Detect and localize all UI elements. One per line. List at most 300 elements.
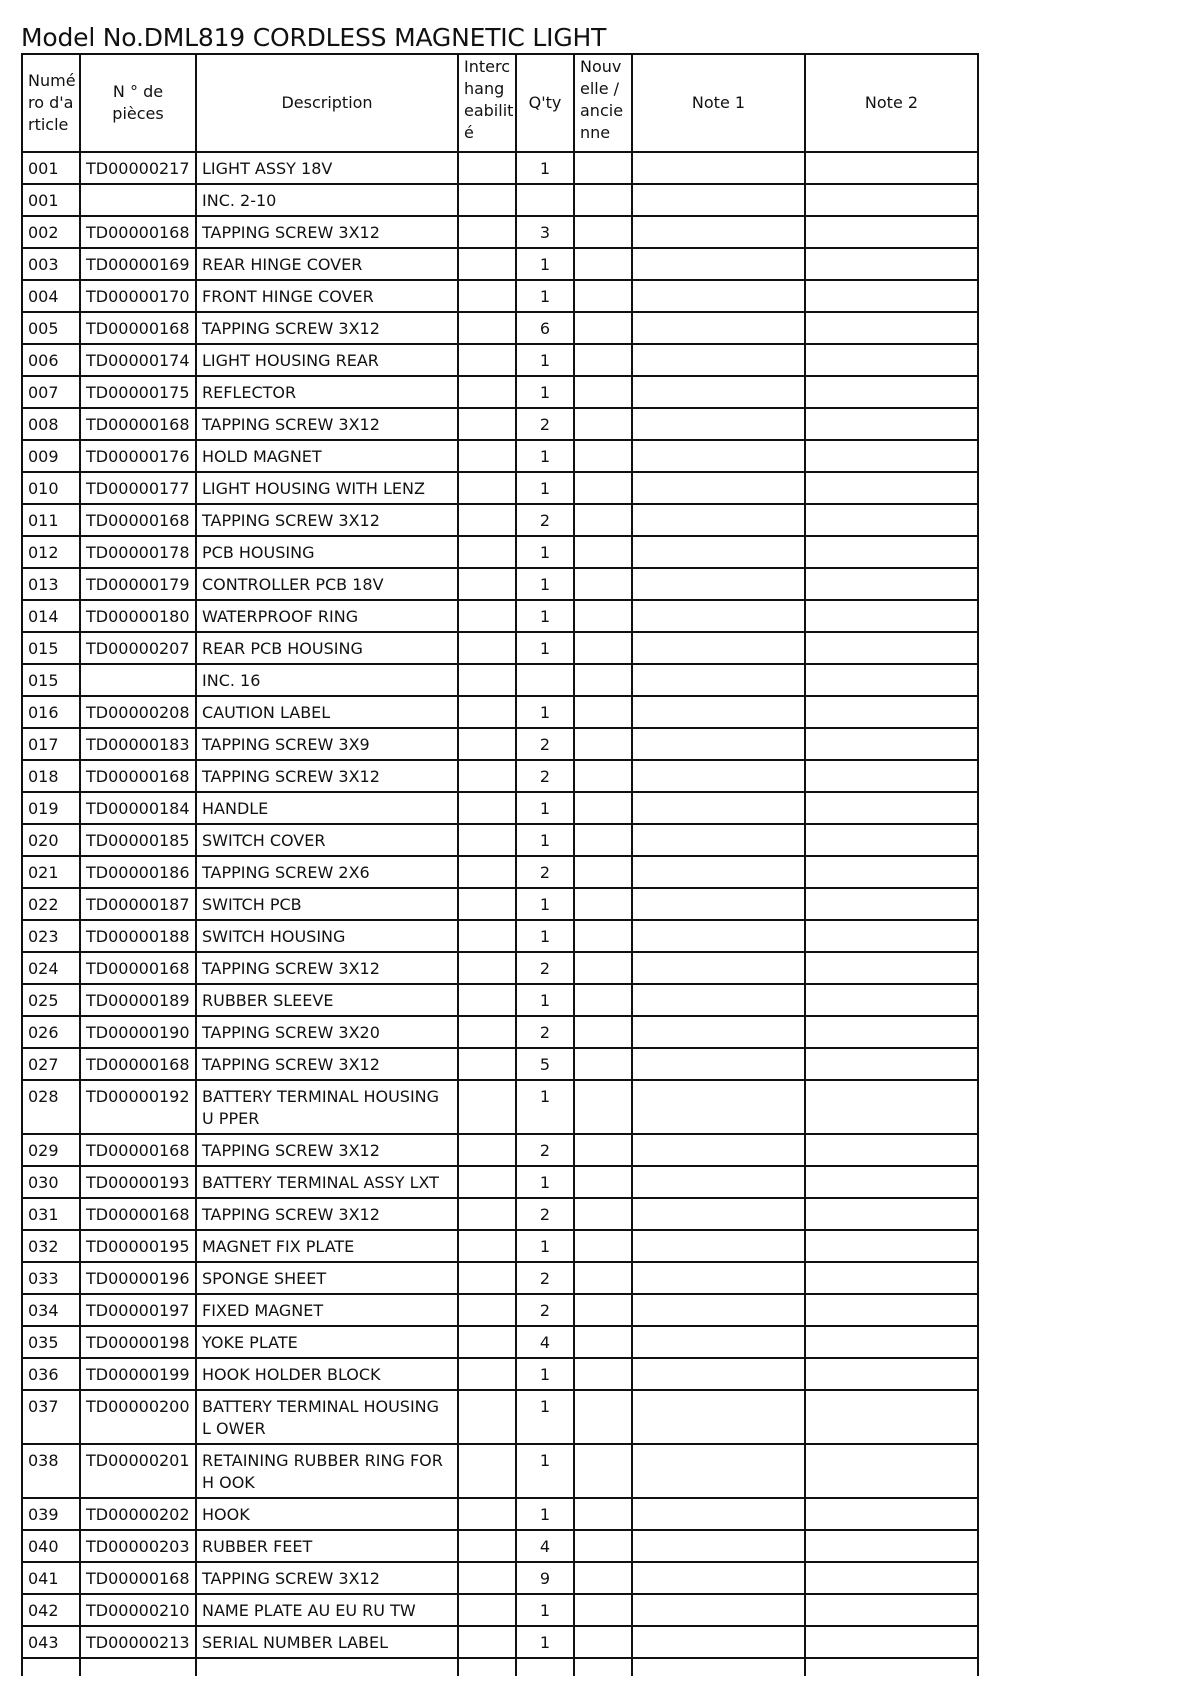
note2-cell bbox=[805, 856, 978, 888]
table-row bbox=[22, 664, 978, 696]
table-row bbox=[22, 920, 978, 952]
qty-cell: 2 bbox=[516, 728, 574, 760]
part-number-cell: TD00000179 bbox=[80, 568, 196, 600]
qty-cell: 1 bbox=[516, 1626, 574, 1658]
qty-cell: 1 bbox=[516, 1080, 574, 1134]
qty-cell: 2 bbox=[516, 1294, 574, 1326]
note1-cell bbox=[632, 920, 805, 952]
interchangeability-cell bbox=[458, 632, 516, 664]
item-number-cell: 039 bbox=[22, 1498, 80, 1530]
qty-cell bbox=[516, 184, 574, 216]
note2-cell bbox=[805, 1262, 978, 1294]
description-cell: WATERPROOF RING bbox=[196, 600, 458, 632]
part-number-cell: TD00000168 bbox=[80, 1198, 196, 1230]
interchangeability-cell bbox=[458, 1444, 516, 1498]
header-qty: Q'ty bbox=[516, 54, 574, 152]
page-title: Model No.DML819 CORDLESS MAGNETIC LIGHT bbox=[21, 23, 607, 52]
part-number-cell: TD00000178 bbox=[80, 536, 196, 568]
note2-cell bbox=[805, 984, 978, 1016]
table-row bbox=[22, 1594, 978, 1626]
interchangeability-cell bbox=[458, 1262, 516, 1294]
interchangeability-cell bbox=[458, 600, 516, 632]
note2-cell bbox=[805, 504, 978, 536]
item-number-cell: 002 bbox=[22, 216, 80, 248]
description-cell: TAPPING SCREW 3X12 bbox=[196, 1198, 458, 1230]
item-number-cell: 006 bbox=[22, 344, 80, 376]
part-number-cell: TD00000177 bbox=[80, 472, 196, 504]
qty-cell: 2 bbox=[516, 760, 574, 792]
note1-cell bbox=[632, 216, 805, 248]
note1-cell bbox=[632, 376, 805, 408]
parts-table bbox=[21, 53, 979, 1676]
table-row bbox=[22, 600, 978, 632]
table-row bbox=[22, 1080, 978, 1134]
interchangeability-cell bbox=[458, 1562, 516, 1594]
new-old-cell bbox=[574, 1530, 632, 1562]
interchangeability-cell bbox=[458, 664, 516, 696]
description-cell: TAPPING SCREW 3X20 bbox=[196, 1016, 458, 1048]
item-number-cell: 040 bbox=[22, 1530, 80, 1562]
new-old-cell bbox=[574, 1016, 632, 1048]
interchangeability-cell bbox=[458, 1326, 516, 1358]
table-row bbox=[22, 696, 978, 728]
note1-cell bbox=[632, 472, 805, 504]
new-old-cell bbox=[574, 952, 632, 984]
note2-cell bbox=[805, 728, 978, 760]
table-row bbox=[22, 1134, 978, 1166]
note1-cell bbox=[632, 1626, 805, 1658]
description-cell: BATTERY TERMINAL ASSY LXT bbox=[196, 1166, 458, 1198]
table-row bbox=[22, 1294, 978, 1326]
new-old-cell bbox=[574, 632, 632, 664]
new-old-cell bbox=[574, 504, 632, 536]
note2-cell bbox=[805, 1048, 978, 1080]
qty-cell: 1 bbox=[516, 152, 574, 184]
note2-cell bbox=[805, 312, 978, 344]
interchangeability-cell bbox=[458, 568, 516, 600]
qty-cell: 1 bbox=[516, 1594, 574, 1626]
part-number-cell: TD00000217 bbox=[80, 152, 196, 184]
description-cell: FRONT HINGE COVER bbox=[196, 280, 458, 312]
note2-cell bbox=[805, 568, 978, 600]
part-number-cell: TD00000193 bbox=[80, 1166, 196, 1198]
part-number-cell: TD00000188 bbox=[80, 920, 196, 952]
note2-cell bbox=[805, 1198, 978, 1230]
item-number-cell: 034 bbox=[22, 1294, 80, 1326]
table-row bbox=[22, 504, 978, 536]
note2-cell bbox=[805, 1326, 978, 1358]
empty-cell bbox=[458, 1658, 516, 1676]
qty-cell: 1 bbox=[516, 1498, 574, 1530]
table-row bbox=[22, 312, 978, 344]
interchangeability-cell bbox=[458, 1626, 516, 1658]
interchangeability-cell bbox=[458, 1134, 516, 1166]
item-number-cell: 004 bbox=[22, 280, 80, 312]
table-row bbox=[22, 1262, 978, 1294]
qty-cell: 2 bbox=[516, 1134, 574, 1166]
table-row bbox=[22, 344, 978, 376]
qty-cell: 1 bbox=[516, 376, 574, 408]
qty-cell: 1 bbox=[516, 280, 574, 312]
note1-cell bbox=[632, 1230, 805, 1262]
note1-cell bbox=[632, 824, 805, 856]
new-old-cell bbox=[574, 440, 632, 472]
item-number-cell: 013 bbox=[22, 568, 80, 600]
interchangeability-cell bbox=[458, 248, 516, 280]
item-number-cell: 036 bbox=[22, 1358, 80, 1390]
table-row bbox=[22, 1016, 978, 1048]
part-number-cell bbox=[80, 664, 196, 696]
interchangeability-cell bbox=[458, 1048, 516, 1080]
qty-cell: 9 bbox=[516, 1562, 574, 1594]
table-row bbox=[22, 1390, 978, 1444]
part-number-cell: TD00000189 bbox=[80, 984, 196, 1016]
new-old-cell bbox=[574, 1594, 632, 1626]
table-row bbox=[22, 792, 978, 824]
new-old-cell bbox=[574, 824, 632, 856]
note2-cell bbox=[805, 344, 978, 376]
item-number-cell: 009 bbox=[22, 440, 80, 472]
qty-cell: 1 bbox=[516, 984, 574, 1016]
qty-cell: 4 bbox=[516, 1326, 574, 1358]
description-cell: SERIAL NUMBER LABEL bbox=[196, 1626, 458, 1658]
table-row bbox=[22, 280, 978, 312]
interchangeability-cell bbox=[458, 952, 516, 984]
part-number-cell: TD00000207 bbox=[80, 632, 196, 664]
note2-cell bbox=[805, 1080, 978, 1134]
description-cell: CONTROLLER PCB 18V bbox=[196, 568, 458, 600]
new-old-cell bbox=[574, 1166, 632, 1198]
note2-cell bbox=[805, 824, 978, 856]
qty-cell: 1 bbox=[516, 696, 574, 728]
note1-cell bbox=[632, 664, 805, 696]
item-number-cell: 038 bbox=[22, 1444, 80, 1498]
qty-cell: 3 bbox=[516, 216, 574, 248]
qty-cell: 1 bbox=[516, 344, 574, 376]
interchangeability-cell bbox=[458, 1498, 516, 1530]
part-number-cell: TD00000208 bbox=[80, 696, 196, 728]
item-number-cell: 037 bbox=[22, 1390, 80, 1444]
new-old-cell bbox=[574, 696, 632, 728]
note1-cell bbox=[632, 632, 805, 664]
part-number-cell: TD00000196 bbox=[80, 1262, 196, 1294]
part-number-cell: TD00000168 bbox=[80, 408, 196, 440]
note2-cell bbox=[805, 1498, 978, 1530]
interchangeability-cell bbox=[458, 1294, 516, 1326]
item-number-cell: 007 bbox=[22, 376, 80, 408]
part-number-cell: TD00000170 bbox=[80, 280, 196, 312]
description-cell: TAPPING SCREW 3X12 bbox=[196, 504, 458, 536]
part-number-cell: TD00000198 bbox=[80, 1326, 196, 1358]
part-number-cell: TD00000210 bbox=[80, 1594, 196, 1626]
note2-cell bbox=[805, 952, 978, 984]
new-old-cell bbox=[574, 216, 632, 248]
qty-cell: 1 bbox=[516, 920, 574, 952]
note2-cell bbox=[805, 216, 978, 248]
qty-cell: 1 bbox=[516, 1358, 574, 1390]
item-number-cell: 021 bbox=[22, 856, 80, 888]
item-number-cell: 023 bbox=[22, 920, 80, 952]
note1-cell bbox=[632, 728, 805, 760]
note1-cell bbox=[632, 184, 805, 216]
new-old-cell bbox=[574, 1048, 632, 1080]
qty-cell: 4 bbox=[516, 1530, 574, 1562]
header-part-no: N ° de pièces bbox=[80, 54, 196, 152]
description-cell: PCB HOUSING bbox=[196, 536, 458, 568]
empty-cell bbox=[196, 1658, 458, 1676]
note2-cell bbox=[805, 408, 978, 440]
description-cell: FIXED MAGNET bbox=[196, 1294, 458, 1326]
interchangeability-cell bbox=[458, 408, 516, 440]
table-row bbox=[22, 1626, 978, 1658]
interchangeability-cell bbox=[458, 856, 516, 888]
description-cell: INC. 16 bbox=[196, 664, 458, 696]
description-cell: LIGHT HOUSING WITH LENZ bbox=[196, 472, 458, 504]
interchangeability-cell bbox=[458, 152, 516, 184]
description-cell: LIGHT ASSY 18V bbox=[196, 152, 458, 184]
new-old-cell bbox=[574, 376, 632, 408]
item-number-cell: 043 bbox=[22, 1626, 80, 1658]
description-cell: REFLECTOR bbox=[196, 376, 458, 408]
note1-cell bbox=[632, 312, 805, 344]
qty-cell: 6 bbox=[516, 312, 574, 344]
note1-cell bbox=[632, 152, 805, 184]
note2-cell bbox=[805, 440, 978, 472]
item-number-cell: 012 bbox=[22, 536, 80, 568]
description-cell: NAME PLATE AU EU RU TW bbox=[196, 1594, 458, 1626]
interchangeability-cell bbox=[458, 984, 516, 1016]
note1-cell bbox=[632, 1262, 805, 1294]
new-old-cell bbox=[574, 664, 632, 696]
item-number-cell: 030 bbox=[22, 1166, 80, 1198]
qty-cell: 1 bbox=[516, 792, 574, 824]
note1-cell bbox=[632, 952, 805, 984]
note2-cell bbox=[805, 1016, 978, 1048]
note2-cell bbox=[805, 1166, 978, 1198]
note2-cell bbox=[805, 1530, 978, 1562]
description-cell: HOLD MAGNET bbox=[196, 440, 458, 472]
interchangeability-cell bbox=[458, 1390, 516, 1444]
new-old-cell bbox=[574, 472, 632, 504]
item-number-cell: 029 bbox=[22, 1134, 80, 1166]
note1-cell bbox=[632, 600, 805, 632]
description-cell: SWITCH PCB bbox=[196, 888, 458, 920]
table-row bbox=[22, 216, 978, 248]
note1-cell bbox=[632, 1048, 805, 1080]
new-old-cell bbox=[574, 1230, 632, 1262]
part-number-cell: TD00000184 bbox=[80, 792, 196, 824]
new-old-cell bbox=[574, 1262, 632, 1294]
note2-cell bbox=[805, 1294, 978, 1326]
part-number-cell: TD00000192 bbox=[80, 1080, 196, 1134]
new-old-cell bbox=[574, 600, 632, 632]
item-number-cell: 026 bbox=[22, 1016, 80, 1048]
part-number-cell: TD00000180 bbox=[80, 600, 196, 632]
description-cell: TAPPING SCREW 2X6 bbox=[196, 856, 458, 888]
item-number-cell: 015 bbox=[22, 632, 80, 664]
note2-cell bbox=[805, 1626, 978, 1658]
table-row bbox=[22, 408, 978, 440]
description-cell: HANDLE bbox=[196, 792, 458, 824]
part-number-cell: TD00000185 bbox=[80, 824, 196, 856]
note2-cell bbox=[805, 600, 978, 632]
table-row bbox=[22, 1048, 978, 1080]
note2-cell bbox=[805, 536, 978, 568]
table-row bbox=[22, 1562, 978, 1594]
empty-cell bbox=[80, 1658, 196, 1676]
note1-cell bbox=[632, 1080, 805, 1134]
interchangeability-cell bbox=[458, 1016, 516, 1048]
note1-cell bbox=[632, 1326, 805, 1358]
qty-cell: 1 bbox=[516, 632, 574, 664]
interchangeability-cell bbox=[458, 728, 516, 760]
qty-cell: 1 bbox=[516, 472, 574, 504]
item-number-cell: 018 bbox=[22, 760, 80, 792]
description-cell: BATTERY TERMINAL HOUSING U PPER bbox=[196, 1080, 458, 1134]
empty-cell bbox=[516, 1658, 574, 1676]
interchangeability-cell bbox=[458, 824, 516, 856]
description-cell: HOOK bbox=[196, 1498, 458, 1530]
header-item-no: Numé ro d'a rticle bbox=[22, 54, 80, 152]
interchangeability-cell bbox=[458, 1530, 516, 1562]
new-old-cell bbox=[574, 920, 632, 952]
note1-cell bbox=[632, 504, 805, 536]
item-number-cell: 028 bbox=[22, 1080, 80, 1134]
table-row bbox=[22, 728, 978, 760]
note1-cell bbox=[632, 760, 805, 792]
description-cell: HOOK HOLDER BLOCK bbox=[196, 1358, 458, 1390]
description-cell: TAPPING SCREW 3X12 bbox=[196, 312, 458, 344]
table-row bbox=[22, 1530, 978, 1562]
qty-cell: 1 bbox=[516, 600, 574, 632]
part-number-cell: TD00000168 bbox=[80, 760, 196, 792]
description-cell: BATTERY TERMINAL HOUSING L OWER bbox=[196, 1390, 458, 1444]
interchangeability-cell bbox=[458, 184, 516, 216]
interchangeability-cell bbox=[458, 920, 516, 952]
note2-cell bbox=[805, 1562, 978, 1594]
empty-cell bbox=[22, 1658, 80, 1676]
item-number-cell: 016 bbox=[22, 696, 80, 728]
interchangeability-cell bbox=[458, 344, 516, 376]
header-note1: Note 1 bbox=[632, 54, 805, 152]
new-old-cell bbox=[574, 1326, 632, 1358]
interchangeability-cell bbox=[458, 440, 516, 472]
note2-cell bbox=[805, 792, 978, 824]
note2-cell bbox=[805, 664, 978, 696]
new-old-cell bbox=[574, 1358, 632, 1390]
description-cell: TAPPING SCREW 3X12 bbox=[196, 952, 458, 984]
new-old-cell bbox=[574, 408, 632, 440]
note2-cell bbox=[805, 1134, 978, 1166]
qty-cell: 2 bbox=[516, 1198, 574, 1230]
note2-cell bbox=[805, 1444, 978, 1498]
header-interchangeability: Interc hang eabilit é bbox=[458, 54, 516, 152]
table-row bbox=[22, 1498, 978, 1530]
note1-cell bbox=[632, 888, 805, 920]
new-old-cell bbox=[574, 536, 632, 568]
note1-cell bbox=[632, 440, 805, 472]
note1-cell bbox=[632, 536, 805, 568]
interchangeability-cell bbox=[458, 312, 516, 344]
table-row bbox=[22, 1326, 978, 1358]
item-number-cell: 001 bbox=[22, 152, 80, 184]
note2-cell bbox=[805, 376, 978, 408]
note1-cell bbox=[632, 344, 805, 376]
table-header-row bbox=[22, 54, 978, 152]
new-old-cell bbox=[574, 984, 632, 1016]
empty-cell bbox=[632, 1658, 805, 1676]
description-cell: TAPPING SCREW 3X12 bbox=[196, 1134, 458, 1166]
item-number-cell: 003 bbox=[22, 248, 80, 280]
description-cell: TAPPING SCREW 3X12 bbox=[196, 216, 458, 248]
part-number-cell: TD00000168 bbox=[80, 216, 196, 248]
qty-cell: 2 bbox=[516, 856, 574, 888]
description-cell: CAUTION LABEL bbox=[196, 696, 458, 728]
table-row bbox=[22, 1230, 978, 1262]
new-old-cell bbox=[574, 248, 632, 280]
new-old-cell bbox=[574, 856, 632, 888]
new-old-cell bbox=[574, 760, 632, 792]
note1-cell bbox=[632, 1198, 805, 1230]
item-number-cell: 020 bbox=[22, 824, 80, 856]
qty-cell: 5 bbox=[516, 1048, 574, 1080]
new-old-cell bbox=[574, 1562, 632, 1594]
table-row bbox=[22, 184, 978, 216]
note1-cell bbox=[632, 1530, 805, 1562]
item-number-cell: 017 bbox=[22, 728, 80, 760]
table-row bbox=[22, 376, 978, 408]
interchangeability-cell bbox=[458, 792, 516, 824]
qty-cell: 2 bbox=[516, 408, 574, 440]
qty-cell: 2 bbox=[516, 952, 574, 984]
description-cell: LIGHT HOUSING REAR bbox=[196, 344, 458, 376]
description-cell: TAPPING SCREW 3X12 bbox=[196, 408, 458, 440]
item-number-cell: 024 bbox=[22, 952, 80, 984]
description-cell: SPONGE SHEET bbox=[196, 1262, 458, 1294]
description-cell: INC. 2-10 bbox=[196, 184, 458, 216]
note2-cell bbox=[805, 1390, 978, 1444]
interchangeability-cell bbox=[458, 1080, 516, 1134]
note1-cell bbox=[632, 1562, 805, 1594]
note1-cell bbox=[632, 1444, 805, 1498]
note1-cell bbox=[632, 1390, 805, 1444]
new-old-cell bbox=[574, 1080, 632, 1134]
note1-cell bbox=[632, 984, 805, 1016]
new-old-cell bbox=[574, 792, 632, 824]
part-number-cell: TD00000168 bbox=[80, 312, 196, 344]
description-cell: TAPPING SCREW 3X12 bbox=[196, 760, 458, 792]
note1-cell bbox=[632, 696, 805, 728]
description-cell: TAPPING SCREW 3X12 bbox=[196, 1048, 458, 1080]
part-number-cell: TD00000186 bbox=[80, 856, 196, 888]
qty-cell: 1 bbox=[516, 248, 574, 280]
header-note2: Note 2 bbox=[805, 54, 978, 152]
note1-cell bbox=[632, 792, 805, 824]
part-number-cell: TD00000202 bbox=[80, 1498, 196, 1530]
qty-cell: 1 bbox=[516, 1390, 574, 1444]
item-number-cell: 001 bbox=[22, 184, 80, 216]
qty-cell: 2 bbox=[516, 504, 574, 536]
item-number-cell: 022 bbox=[22, 888, 80, 920]
description-cell: TAPPING SCREW 3X9 bbox=[196, 728, 458, 760]
table-row bbox=[22, 1444, 978, 1498]
part-number-cell: TD00000201 bbox=[80, 1444, 196, 1498]
table-row bbox=[22, 472, 978, 504]
interchangeability-cell bbox=[458, 1230, 516, 1262]
description-cell: TAPPING SCREW 3X12 bbox=[196, 1562, 458, 1594]
part-number-cell: TD00000183 bbox=[80, 728, 196, 760]
table-row bbox=[22, 568, 978, 600]
